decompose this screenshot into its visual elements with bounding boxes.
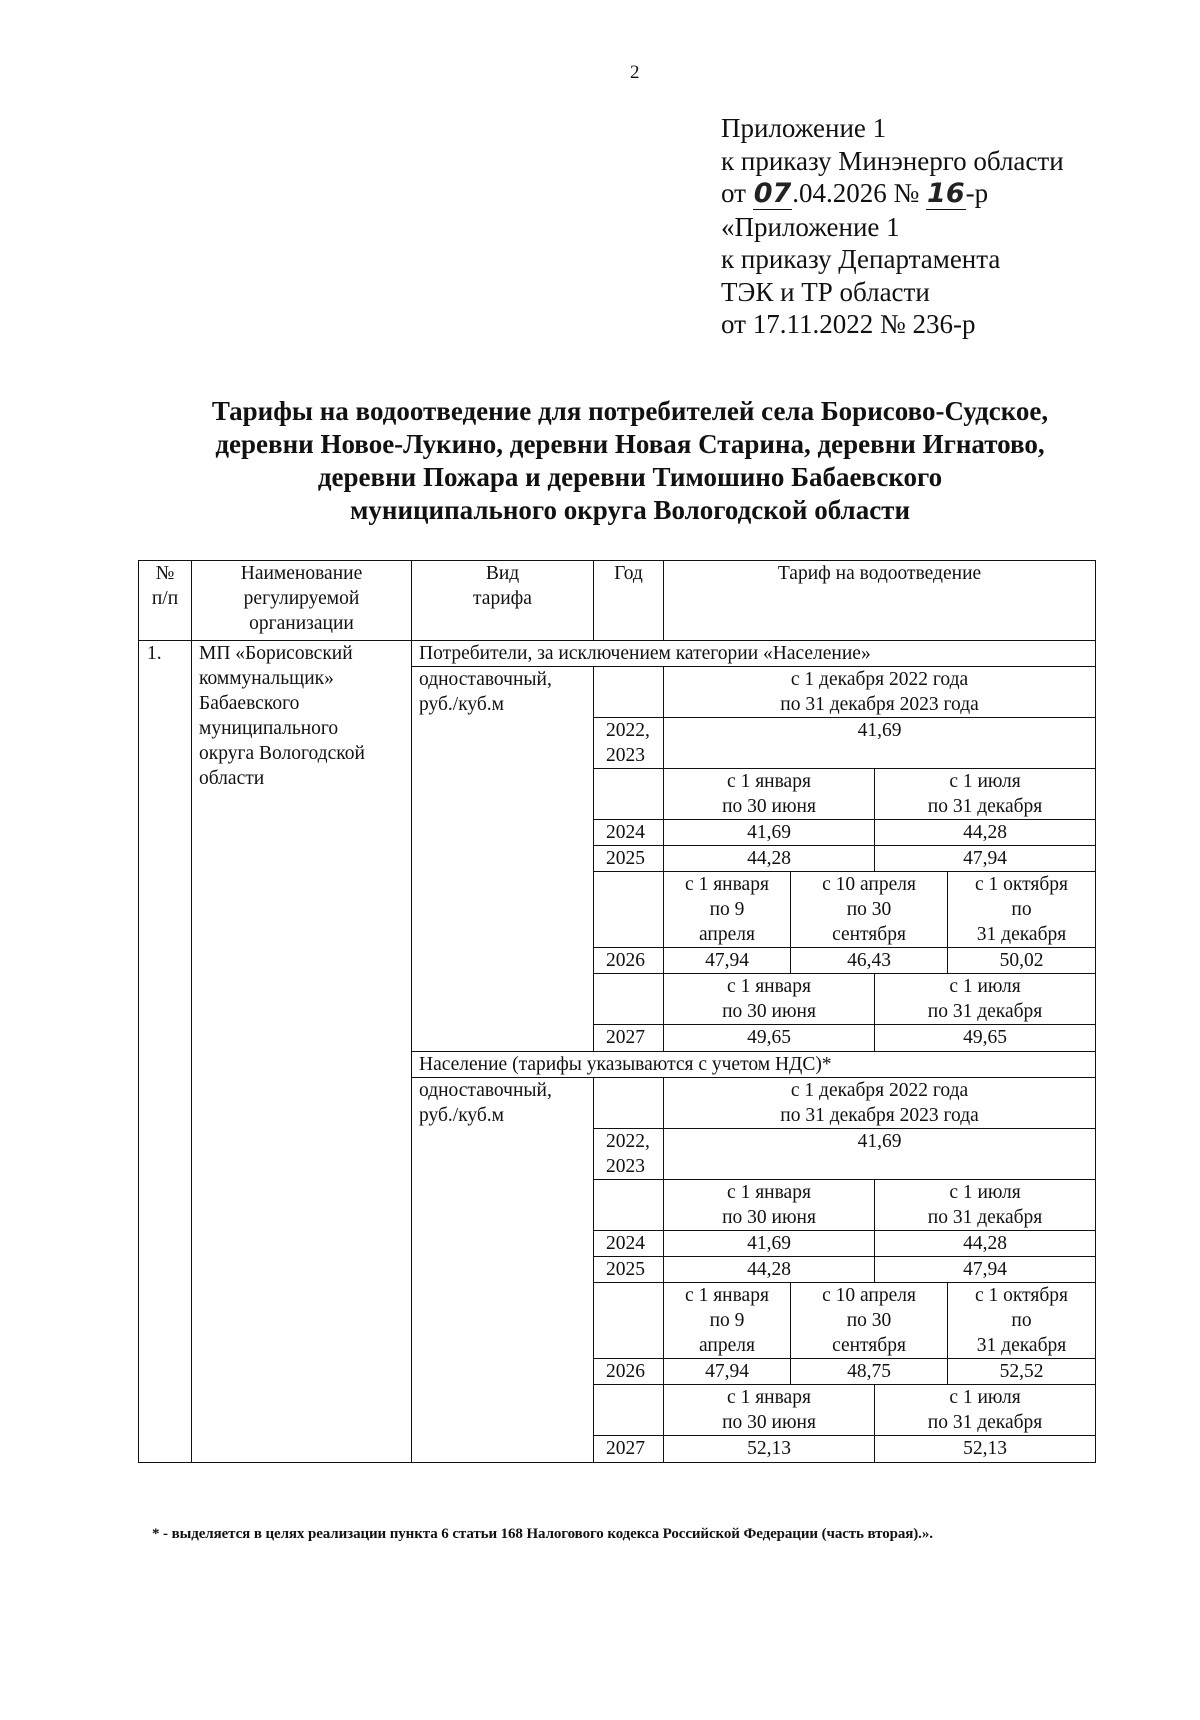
year-cell-empty bbox=[594, 974, 664, 1025]
value-2025-1: 44,28 bbox=[664, 1257, 875, 1283]
header-org: Наименование регулируемой организации bbox=[192, 561, 412, 641]
value-2026-3: 52,52 bbox=[948, 1359, 1096, 1385]
title-line: деревни Новое-Лукино, деревни Новая Старина, деревни Игнатово, bbox=[215, 429, 1045, 459]
value-2027-1: 52,13 bbox=[664, 1436, 875, 1463]
period-2026-2: с 10 апреля по 30 сентября bbox=[791, 872, 948, 948]
value-2022: 41,69 bbox=[664, 718, 1096, 769]
period-2022: с 1 декабря 2022 года по 31 декабря 2023 года bbox=[664, 1078, 1096, 1129]
year-cell-empty bbox=[594, 1078, 664, 1129]
year-cell-empty bbox=[594, 1180, 664, 1231]
period-half-1: с 1 января по 30 июня bbox=[664, 974, 875, 1025]
year-2026: 2026 bbox=[594, 948, 664, 974]
tariff-kind: одноставочный, руб./куб.м bbox=[412, 1078, 594, 1463]
appendix-line: к приказу Департамента bbox=[721, 244, 1001, 274]
value-2022: 41,69 bbox=[664, 1129, 1096, 1180]
organization-name: МП «Борисовский коммунальщик» Бабаевского муниципального округа Вологодской области bbox=[192, 641, 412, 1463]
year-cell-empty bbox=[594, 1283, 664, 1359]
period-2026-2: с 10 апреля по 30 сентября bbox=[791, 1283, 948, 1359]
value-2024-1: 41,69 bbox=[664, 1231, 875, 1257]
period-half-2: с 1 июля по 31 декабря bbox=[875, 1385, 1096, 1436]
value-2024-2: 44,28 bbox=[875, 820, 1096, 846]
page-number: 2 bbox=[630, 62, 640, 83]
title-line: деревни Пожара и деревни Тимошино Бабаевского bbox=[317, 462, 943, 492]
year-2024: 2024 bbox=[594, 1231, 664, 1257]
period-half-1: с 1 января по 30 июня bbox=[664, 1385, 875, 1436]
value-2026-2: 46,43 bbox=[791, 948, 948, 974]
tariff-table bbox=[138, 560, 1096, 1463]
value-2026-1: 47,94 bbox=[664, 1359, 791, 1385]
value-2027-1: 49,65 bbox=[664, 1025, 875, 1052]
value-2024-1: 41,69 bbox=[664, 820, 875, 846]
appendix-text: .04.2026 № bbox=[792, 178, 927, 208]
title-line: Тарифы на водоотведение для потребителей села Борисово-Судское, bbox=[211, 396, 1049, 426]
value-2026-2: 48,75 bbox=[791, 1359, 948, 1385]
value-2024-2: 44,28 bbox=[875, 1231, 1096, 1257]
year-cell-empty bbox=[594, 769, 664, 820]
appendix-line: от 17.11.2022 № 236-р bbox=[721, 309, 976, 339]
value-2025-2: 47,94 bbox=[875, 846, 1096, 872]
header-kind: Вид тарифа bbox=[412, 561, 594, 641]
year-2026: 2026 bbox=[594, 1359, 664, 1385]
appendix-text: от bbox=[721, 178, 753, 208]
year-2022: 2022, 2023 bbox=[594, 1129, 664, 1180]
period-half-2: с 1 июля по 31 декабря bbox=[875, 1180, 1096, 1231]
value-2025-2: 47,94 bbox=[875, 1257, 1096, 1283]
value-2027-2: 49,65 bbox=[875, 1025, 1096, 1052]
document-title bbox=[150, 395, 1110, 527]
period-2026-1: с 1 января по 9 апреля bbox=[664, 1283, 791, 1359]
period-half-1: с 1 января по 30 июня bbox=[664, 769, 875, 820]
handwritten-number: 16 bbox=[927, 178, 965, 209]
appendix-line: ТЭК и ТР области bbox=[721, 276, 930, 307]
period-half-2: с 1 июля по 31 декабря bbox=[875, 974, 1096, 1025]
appendix-block bbox=[721, 112, 1064, 341]
period-2026-3: с 1 октября по 31 декабря bbox=[948, 872, 1096, 948]
footnote: * - выделяется в целях реализации пункта 6 статьи 168 Налогового кодекса Российской Федерации (часть вторая).». bbox=[152, 1526, 933, 1542]
section-title-row bbox=[139, 641, 1096, 667]
year-2027: 2027 bbox=[594, 1436, 664, 1463]
header-row bbox=[139, 561, 1096, 641]
value-2026-3: 50,02 bbox=[948, 948, 1096, 974]
year-cell-empty bbox=[594, 667, 664, 718]
appendix-date-line bbox=[721, 177, 1064, 211]
tariff-table-body bbox=[139, 561, 1096, 1463]
year-cell-empty bbox=[594, 1385, 664, 1436]
header-tariff: Тариф на водоотведение bbox=[664, 561, 1096, 641]
title-line: муниципального округа Вологодской области bbox=[350, 495, 910, 525]
section-title: Население (тарифы указываются с учетом НДС)* bbox=[412, 1052, 1096, 1078]
header-year: Год bbox=[594, 561, 664, 641]
year-2024: 2024 bbox=[594, 820, 664, 846]
appendix-line: «Приложение 1 bbox=[721, 211, 900, 242]
period-half-2: с 1 июля по 31 декабря bbox=[875, 769, 1096, 820]
year-cell-empty bbox=[594, 872, 664, 948]
section-title: Потребители, за исключением категории «Население» bbox=[412, 641, 1096, 667]
year-2025: 2025 bbox=[594, 1257, 664, 1283]
period-2022: с 1 декабря 2022 года по 31 декабря 2023 года bbox=[664, 667, 1096, 718]
period-2026-1: с 1 января по 9 апреля bbox=[664, 872, 791, 948]
period-half-1: с 1 января по 30 июня bbox=[664, 1180, 875, 1231]
handwritten-day: 07 bbox=[753, 178, 792, 209]
value-2025-1: 44,28 bbox=[664, 846, 875, 872]
tariff-kind: одноставочный, руб./куб.м bbox=[412, 667, 594, 1052]
header-num: № п/п bbox=[139, 561, 192, 641]
value-2026-1: 47,94 bbox=[664, 948, 791, 974]
appendix-text: -р bbox=[965, 178, 989, 208]
period-2026-3: с 1 октября по 31 декабря bbox=[948, 1283, 1096, 1359]
year-2022: 2022, 2023 bbox=[594, 718, 664, 769]
year-2027: 2027 bbox=[594, 1025, 664, 1052]
value-2027-2: 52,13 bbox=[875, 1436, 1096, 1463]
appendix-line: Приложение 1 bbox=[721, 113, 887, 143]
year-2025: 2025 bbox=[594, 846, 664, 872]
row-number: 1. bbox=[139, 641, 192, 1463]
appendix-line: к приказу Минэнерго области bbox=[721, 145, 1064, 176]
